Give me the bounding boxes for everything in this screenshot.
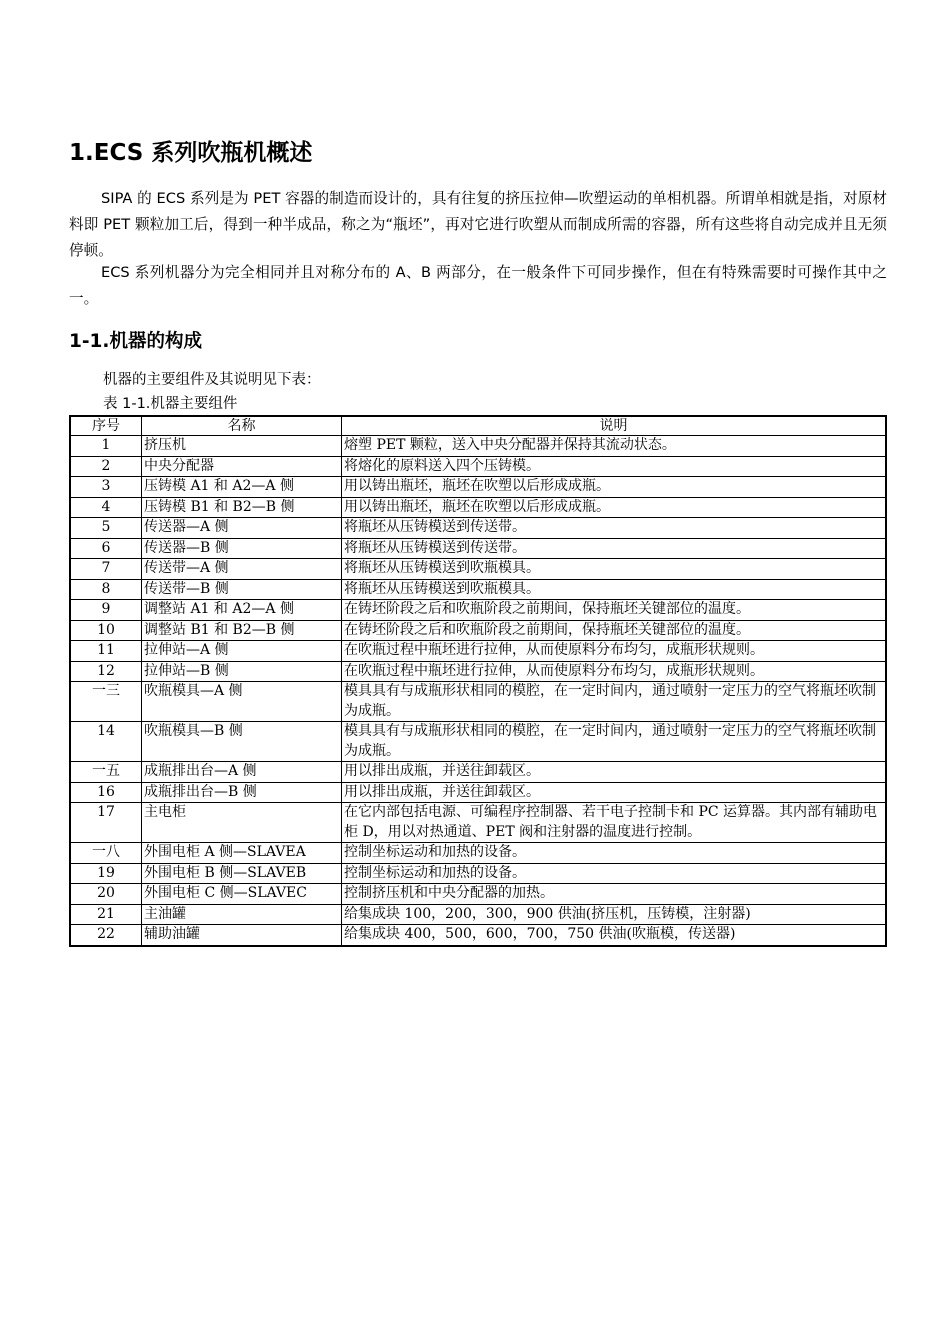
table-body bbox=[70, 436, 886, 946]
table-row bbox=[70, 559, 886, 580]
row-number: 20 bbox=[70, 884, 142, 905]
table-row bbox=[70, 843, 886, 864]
row-number: 2 bbox=[70, 456, 142, 477]
row-name: 调整站 A1 和 A2—A 侧 bbox=[142, 600, 342, 621]
row-number: 19 bbox=[70, 863, 142, 884]
paragraph-overview: SIPA 的 ECS 系列是为 PET 容器的制造而设计的，具有往复的挤压拉伸—吹塑运动的单相机器。所谓单相就是指，对原材料即 PET 颗粒加工后，得到一种半成品，称之为“瓶坯”，再对它进行吹塑从而制成所需的容器，所有这些将自动完成并且无须停顿。 bbox=[69, 190, 887, 259]
row-name: 中央分配器 bbox=[142, 456, 342, 477]
row-name: 传送带—B 侧 bbox=[142, 579, 342, 600]
row-number: 1 bbox=[70, 436, 142, 457]
row-description: 在铸坯阶段之后和吹瓶阶段之前期间，保持瓶坯关键部位的温度。 bbox=[342, 600, 887, 621]
header-num: 序号 bbox=[70, 416, 142, 436]
row-name: 成瓶排出台—A 侧 bbox=[142, 762, 342, 783]
table-row bbox=[70, 661, 886, 682]
row-name: 拉伸站—B 侧 bbox=[142, 661, 342, 682]
row-number: 17 bbox=[70, 803, 142, 843]
row-description: 控制坐标运动和加热的设备。 bbox=[342, 863, 887, 884]
row-name: 传送器—B 侧 bbox=[142, 538, 342, 559]
row-name: 辅助油罐 bbox=[142, 925, 342, 946]
row-description: 给集成块 400，500，600，700，750 供油(吹瓶模，传送器) bbox=[342, 925, 887, 946]
table-row bbox=[70, 641, 886, 662]
table-row bbox=[70, 904, 886, 925]
row-number: 22 bbox=[70, 925, 142, 946]
row-description: 在吹瓶过程中瓶坯进行拉伸，从而使原料分布均匀，成瓶形状规则。 bbox=[342, 641, 887, 662]
row-description: 用以排出成瓶，并送往卸载区。 bbox=[342, 762, 887, 783]
row-description: 将瓶坯从压铸模送到吹瓶模具。 bbox=[342, 559, 887, 580]
table-row bbox=[70, 782, 886, 803]
row-name: 成瓶排出台—B 侧 bbox=[142, 782, 342, 803]
paragraph-symmetry: ECS 系列机器分为完全相同并且对称分布的 A、B 两部分，在一般条件下可同步操作，但在有特殊需要时可操作其中之一。 bbox=[69, 264, 887, 307]
table-row bbox=[70, 456, 886, 477]
table-row bbox=[70, 863, 886, 884]
table-row bbox=[70, 682, 886, 722]
header-desc: 说明 bbox=[342, 416, 887, 436]
row-name: 主电柜 bbox=[142, 803, 342, 843]
row-name: 压铸模 A1 和 A2—A 侧 bbox=[142, 477, 342, 498]
row-description: 控制坐标运动和加热的设备。 bbox=[342, 843, 887, 864]
row-number: 10 bbox=[70, 620, 142, 641]
table-row bbox=[70, 722, 886, 762]
row-number: 3 bbox=[70, 477, 142, 498]
table-row bbox=[70, 600, 886, 621]
table-row bbox=[70, 762, 886, 783]
row-description: 模具具有与成瓶形状相同的模腔，在一定时间内，通过喷射一定压力的空气将瓶坯吹制为成瓶。 bbox=[342, 722, 887, 762]
table-row bbox=[70, 884, 886, 905]
row-description: 模具具有与成瓶形状相同的模腔，在一定时间内，通过喷射一定压力的空气将瓶坯吹制为成瓶。 bbox=[342, 682, 887, 722]
row-name: 压铸模 B1 和 B2—B 侧 bbox=[142, 497, 342, 518]
table-row bbox=[70, 579, 886, 600]
row-description: 在吹瓶过程中瓶坯进行拉伸，从而使原料分布均匀，成瓶形状规则。 bbox=[342, 661, 887, 682]
row-number: 14 bbox=[70, 722, 142, 762]
row-number: 一五 bbox=[70, 762, 142, 783]
row-description: 用以铸出瓶坯，瓶坯在吹塑以后形成成瓶。 bbox=[342, 497, 887, 518]
row-description: 用以排出成瓶，并送往卸载区。 bbox=[342, 782, 887, 803]
table-intro: 机器的主要组件及其说明见下表： bbox=[103, 372, 321, 388]
page-title: 1.ECS 系列吹瓶机概述 bbox=[69, 140, 313, 166]
table-row bbox=[70, 477, 886, 498]
table-row bbox=[70, 925, 886, 946]
table-row bbox=[70, 497, 886, 518]
table-caption: 表 1-1.机器主要组件 bbox=[103, 396, 238, 412]
row-name: 传送器—A 侧 bbox=[142, 518, 342, 539]
row-description: 熔塑 PET 颗粒，送入中央分配器并保持其流动状态。 bbox=[342, 436, 887, 457]
row-description: 在它内部包括电源、可编程序控制器、若干电子控制卡和 PC 运算器。其内部有辅助电柜 D，用以对热通道、PET 阀和注射器的温度进行控制。 bbox=[342, 803, 887, 843]
row-description: 给集成块 100，200，300，900 供油(挤压机，压铸模，注射器) bbox=[342, 904, 887, 925]
row-name: 拉伸站—A 侧 bbox=[142, 641, 342, 662]
table-row bbox=[70, 436, 886, 457]
row-number: 6 bbox=[70, 538, 142, 559]
section-heading: 1-1.机器的构成 bbox=[69, 331, 202, 352]
row-number: 5 bbox=[70, 518, 142, 539]
row-name: 外围电柜 C 侧—SLAVEC bbox=[142, 884, 342, 905]
row-number: 7 bbox=[70, 559, 142, 580]
row-number: 一八 bbox=[70, 843, 142, 864]
row-description: 将瓶坯从压铸模送到吹瓶模具。 bbox=[342, 579, 887, 600]
header-name: 名称 bbox=[142, 416, 342, 436]
table-row bbox=[70, 803, 886, 843]
row-description: 将瓶坯从压铸模送到传送带。 bbox=[342, 538, 887, 559]
table-row bbox=[70, 538, 886, 559]
table-row bbox=[70, 518, 886, 539]
table-row bbox=[70, 620, 886, 641]
row-name: 外围电柜 B 侧—SLAVEB bbox=[142, 863, 342, 884]
row-name: 调整站 B1 和 B2—B 侧 bbox=[142, 620, 342, 641]
row-number: 9 bbox=[70, 600, 142, 621]
row-number: 16 bbox=[70, 782, 142, 803]
row-number: 4 bbox=[70, 497, 142, 518]
row-number: 12 bbox=[70, 661, 142, 682]
row-name: 外围电柜 A 侧—SLAVEA bbox=[142, 843, 342, 864]
row-name: 挤压机 bbox=[142, 436, 342, 457]
table-header-row bbox=[70, 416, 886, 436]
row-description: 用以铸出瓶坯，瓶坯在吹塑以后形成成瓶。 bbox=[342, 477, 887, 498]
row-description: 在铸坯阶段之后和吹瓶阶段之前期间，保持瓶坯关键部位的温度。 bbox=[342, 620, 887, 641]
components-table bbox=[69, 415, 887, 947]
row-number: 21 bbox=[70, 904, 142, 925]
row-name: 吹瓶模具—B 侧 bbox=[142, 722, 342, 762]
row-number: 11 bbox=[70, 641, 142, 662]
row-description: 将瓶坯从压铸模送到传送带。 bbox=[342, 518, 887, 539]
row-number: 8 bbox=[70, 579, 142, 600]
row-number: 一三 bbox=[70, 682, 142, 722]
row-description: 控制挤压机和中央分配器的加热。 bbox=[342, 884, 887, 905]
row-name: 传送带—A 侧 bbox=[142, 559, 342, 580]
row-description: 将熔化的原料送入四个压铸模。 bbox=[342, 456, 887, 477]
row-name: 主油罐 bbox=[142, 904, 342, 925]
row-name: 吹瓶模具—A 侧 bbox=[142, 682, 342, 722]
